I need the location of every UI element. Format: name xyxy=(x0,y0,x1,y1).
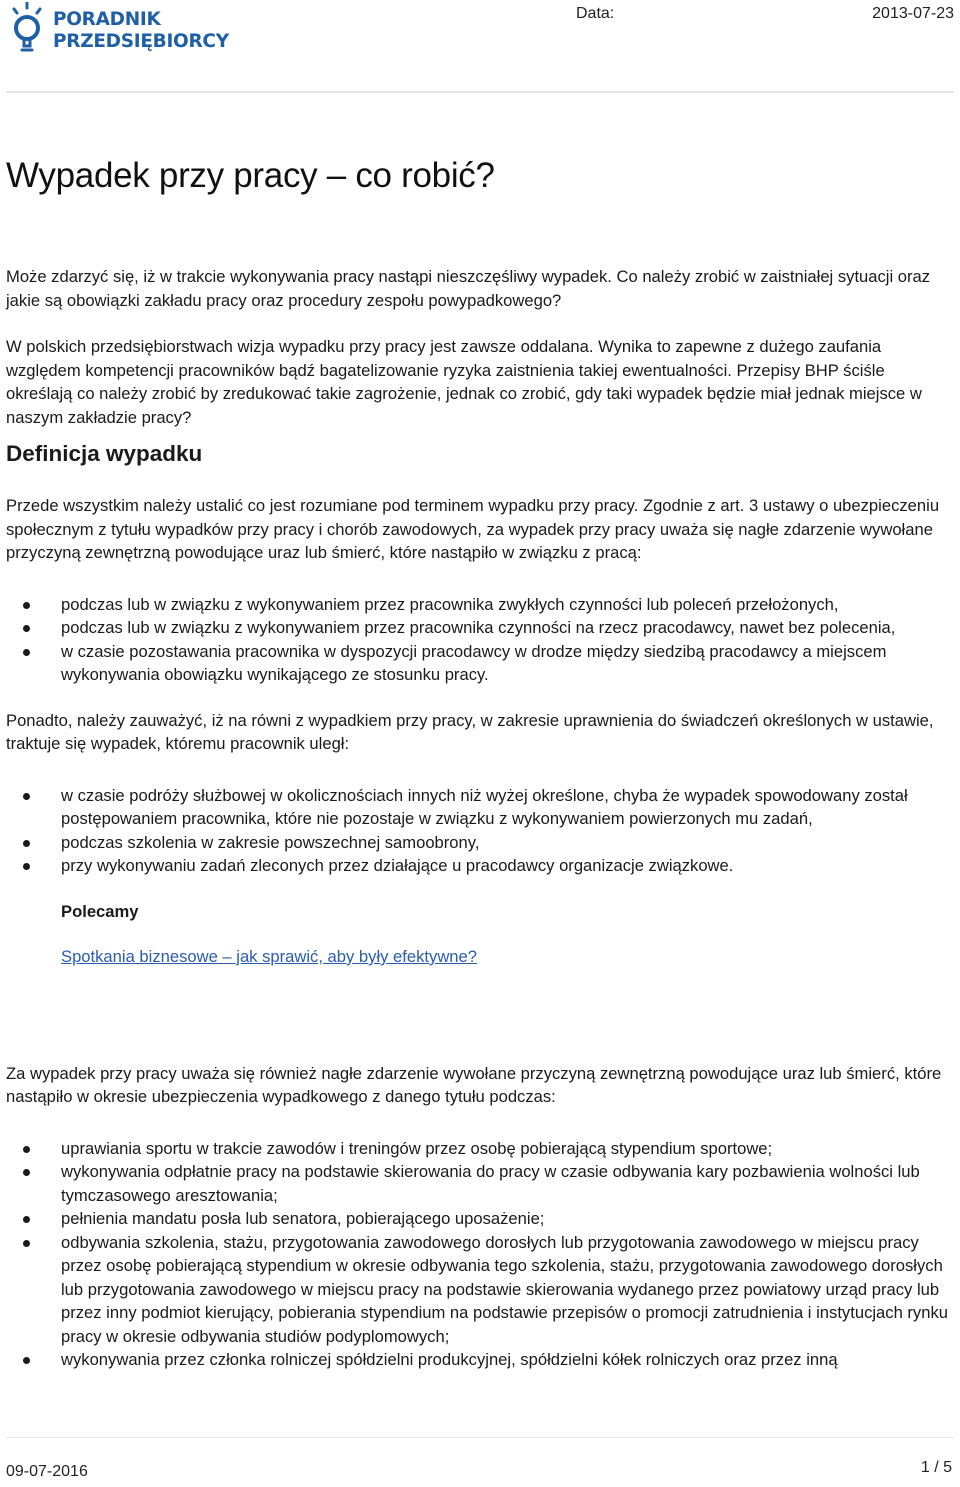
body-paragraph: Ponadto, należy zauważyć, iż na równi z wypadkiem przy pracy, w zakresie uprawnienia do świadczeń określonych w ustawie, traktuje się wypadek, któremu pracownik uległ: xyxy=(6,710,934,753)
site-logo[interactable] xyxy=(8,2,229,54)
list-item: pełnienia mandatu posła lub senatora, pobierającego uposażenie; xyxy=(61,1207,950,1231)
list-item: podczas lub w związku z wykonywaniem przez pracownika czynności na rzecz pracodawcy, nawet bez polecenia, xyxy=(61,616,950,640)
list-item: podczas szkolenia w zakresie powszechnej samoobrony, xyxy=(61,831,950,855)
bullet-list xyxy=(6,784,950,878)
article-body xyxy=(6,150,950,1372)
lightbulb-icon xyxy=(8,2,52,54)
body-paragraph: W polskich przedsiębiorstwach wizja wypadku przy pracy jest zawsze oddalana. Wynika to zapewne z dużego zaufania względem kompetencji pracowników bądź bagatelizowanie ryzyka zaistnienia takiej ewentualności. Przepisy BHP ściśle określają co należy zrobić by zredukować takie zagrożenie, jednak co zrobić, gdy taki wypadek będzie miał jednak miejsce w naszym zakładzie pracy? xyxy=(6,337,922,427)
list-item: podczas lub w związku z wykonywaniem przez pracownika zwykłych czynności lub poleceń przełożonych, xyxy=(61,593,950,617)
list-item: wykonywania przez członka rolniczej spółdzielni produkcyjnej, spółdzielni kółek rolniczych oraz przez inną xyxy=(61,1348,950,1372)
article-title: Wypadek przy pracy – co robić? xyxy=(6,156,495,195)
body-paragraph: Przede wszystkim należy ustalić co jest rozumiane pod terminem wypadku przy pracy. Zgodnie z art. 3 ustawy o ubezpieczeniu społecznym z tytułu wypadków przy pracy i chorób zawodowych, za wypadek przy pracy uważa się nagłe zdarzenie wywołane przyczyną zewnętrzną powodujące uraz lub śmierć, które nastąpiło w związku z pracą: xyxy=(6,496,940,562)
page-header xyxy=(0,0,960,92)
header-divider xyxy=(6,91,954,93)
list-item: uprawiania sportu w trakcie zawodów i treningów przez osobę pobierającą stypendium sportowe; xyxy=(61,1137,950,1161)
section-heading: Definicja wypadku xyxy=(6,441,203,466)
logo-text-line2: PRZEDSIĘBIORCY xyxy=(53,31,229,52)
footer-divider xyxy=(6,1437,954,1438)
date-value: 2013-07-23 xyxy=(872,5,954,22)
recommend-label: Polecamy xyxy=(61,901,139,921)
bullet-list xyxy=(6,1137,950,1372)
footer-date: 09-07-2016 xyxy=(6,1463,88,1480)
body-paragraph: Za wypadek przy pracy uważa się również nagłe zdarzenie wywołane przyczyną zewnętrzną powodujące uraz lub śmierć, które nastąpiło w okresie ubezpieczenia wypadkowego z danego tytułu podczas: xyxy=(6,1063,942,1106)
bullet-list xyxy=(6,593,950,687)
list-item: odbywania szkolenia, stażu, przygotowania zawodowego dorosłych lub przygotowania zawodowego w miejscu pracy przez osobę pobierającą stypendium w okresie odbywania tego szkolenia, stażu, przygotowania zawodowego dorosłych lub przygotowania zawodowego w miejscu pracy na podstawie skierowania wydanego przez powiatowy urząd pracy lub przez inny podmiot kierujący, pobierania stypendium na podstawie przepisów o promocji zatrudnienia i instytucjach rynku pracy w okresie odbywania studiów podyplomowych; xyxy=(61,1231,950,1349)
page-number: 1 / 5 xyxy=(920,1459,952,1476)
intro-paragraph: Może zdarzyć się, iż w trakcie wykonywania pracy nastąpi nieszczęśliwy wypadek. Co należy zrobić w zaistniałej sytuacji oraz jakie są obowiązki zakładu pracy oraz procedury zespołu powypadkowego? xyxy=(6,267,931,310)
list-item: przy wykonywaniu zadań zleconych przez działające u pracodawcy organizacje związkowe. xyxy=(61,854,950,878)
list-item: w czasie podróży służbowej w okolicznościach innych niż wyżej określone, chyba że wypadek spowodowany został postępowaniem pracownika, które nie pozostaje w związku z wykonywaniem powierzonych mu zadań, xyxy=(61,784,950,831)
list-item: w czasie pozostawania pracownika w dyspozycji pracodawcy w drodze między siedzibą pracodawcy a miejscem wykonywania obowiązku wynikającego ze stosunku pracy. xyxy=(61,640,950,687)
recommend-link[interactable]: Spotkania biznesowe – jak sprawić, aby były efektywne? xyxy=(61,947,477,966)
date-label: Data: xyxy=(576,5,615,22)
list-item: wykonywania odpłatnie pracy na podstawie skierowania do pracy w czasie odbywania kary pozbawienia wolności lub tymczasowego aresztowania; xyxy=(61,1160,950,1207)
logo-text-line1: PORADNIK xyxy=(53,9,161,30)
